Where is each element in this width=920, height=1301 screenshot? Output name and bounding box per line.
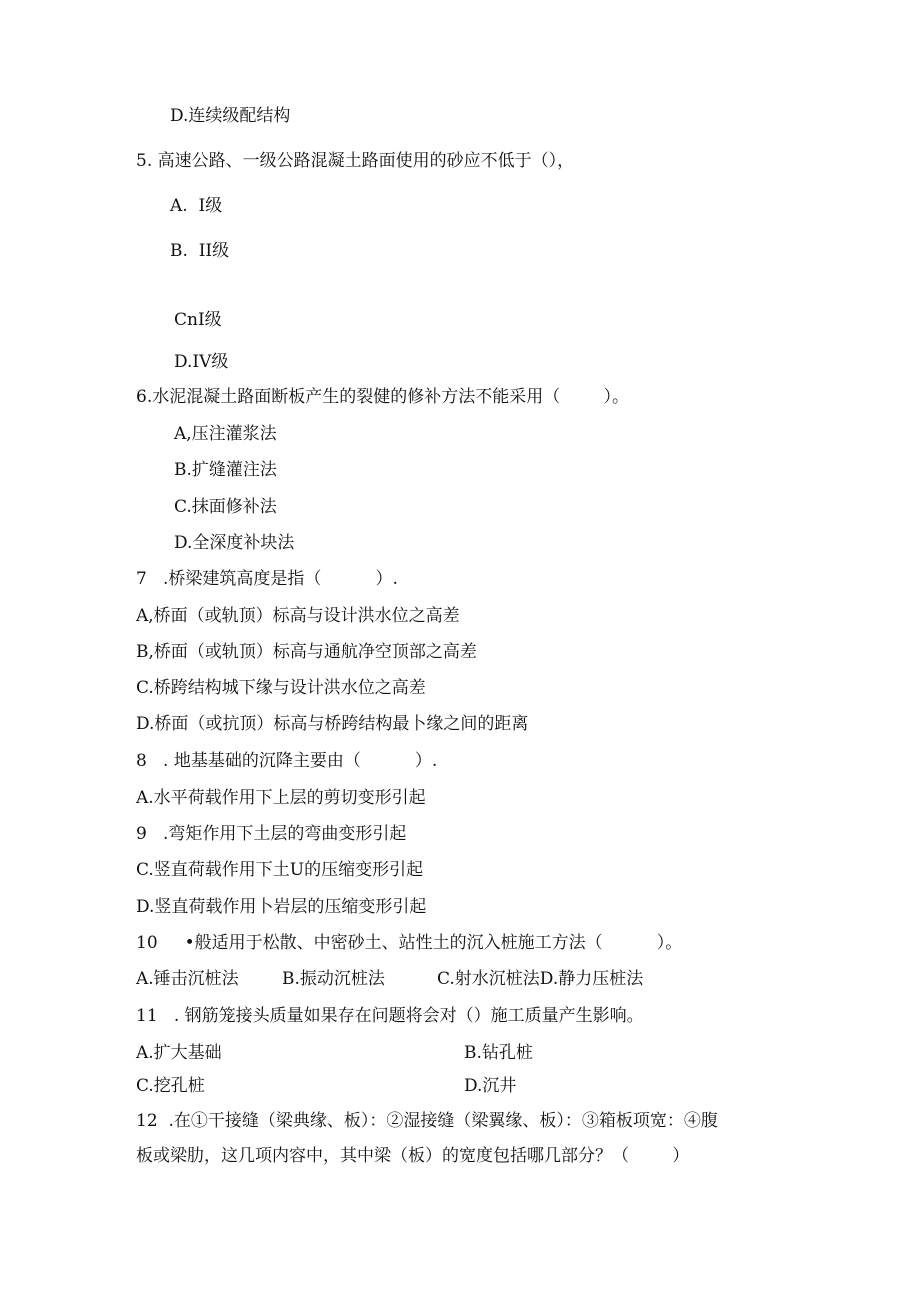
q6-option-a: A,压注灌浆法 (174, 424, 277, 444)
q7-stem: 7 .桥梁建筑高度是指（ ）. (136, 569, 398, 589)
q4-option-d: D.连续级配结构 (170, 106, 291, 126)
q5-option-a: A. I级 (170, 196, 223, 216)
q5-option-d: D.IV级 (174, 352, 229, 372)
q12-stem-line2: 板或梁肋，这几项内容中，其中梁（板）的宽度包括哪几部分？（ ） (136, 1146, 690, 1166)
q10-option-b: B.振动沉桩法 (282, 969, 385, 989)
q6-option-b: B.扩缝灌注法 (174, 460, 277, 480)
q6-stem: 6.水泥混凝土路面断板产生的裂健的修补方法不能采用（ ）。 (136, 387, 629, 407)
q11-option-c: C.挖孔桩 (136, 1076, 205, 1096)
q8-option-b: 9 .弯矩作用下土层的弯曲变形引起 (136, 824, 407, 844)
q6-option-d: D.全深度补块法 (174, 533, 295, 553)
q5-option-b: B. II级 (170, 241, 230, 261)
q7-option-c: C.桥跨结构城下缘与设计洪水位之高差 (136, 678, 426, 698)
q8-option-a: A.水平荷载作用下上层的剪切变形引起 (136, 788, 426, 808)
q11-option-b: B.钻孔桩 (464, 1043, 533, 1063)
q11-option-a: A.扩大基础 (136, 1043, 222, 1063)
q12-stem-line1: 12 .在①干接缝（梁典缘、板）：②湿接缝（梁翼缘、板）：③箱板项宽：④腹 (136, 1111, 718, 1131)
q10-stem: 10 •般适用于松散、中密砂土、站性土的沉入桩施工方法（ ）。 (136, 933, 683, 953)
q7-option-b: B,桥面（或轨顶）标高与通航净空顶部之高差 (136, 642, 477, 662)
q8-option-d: D.竖直荷载作用卜岩层的压缩变形引起 (136, 897, 427, 917)
q5-option-c: CnI级 (174, 310, 222, 330)
q11-stem: 11 . 钢筋笼接头质量如果存在问题将会对（）施工质量产生影响。 (136, 1006, 644, 1026)
q10-option-cd: C.射水沉桩法D.静力压桩法 (437, 969, 644, 989)
q7-option-a: A,桥面（或轨顶）标高与设计洪水位之高差 (136, 606, 460, 626)
q6-option-c: C.抹面修补法 (174, 497, 277, 517)
q8-option-c: C.竖直荷载作用下土U的压缩变形引起 (136, 860, 424, 880)
q11-option-d: D.沉井 (464, 1076, 517, 1096)
q10-option-a: A.锤击沉桩法 (136, 969, 239, 989)
q7-option-d: D.桥面（或抗顶）标高与桥跨结构最卜缘之间的距离 (136, 714, 529, 734)
q5-stem: 5. 高速公路、一级公路混凝土路面使用的砂应不低于（）， (136, 151, 575, 171)
q8-stem: 8 . 地基基础的沉降主要由（ ）. (136, 751, 438, 771)
